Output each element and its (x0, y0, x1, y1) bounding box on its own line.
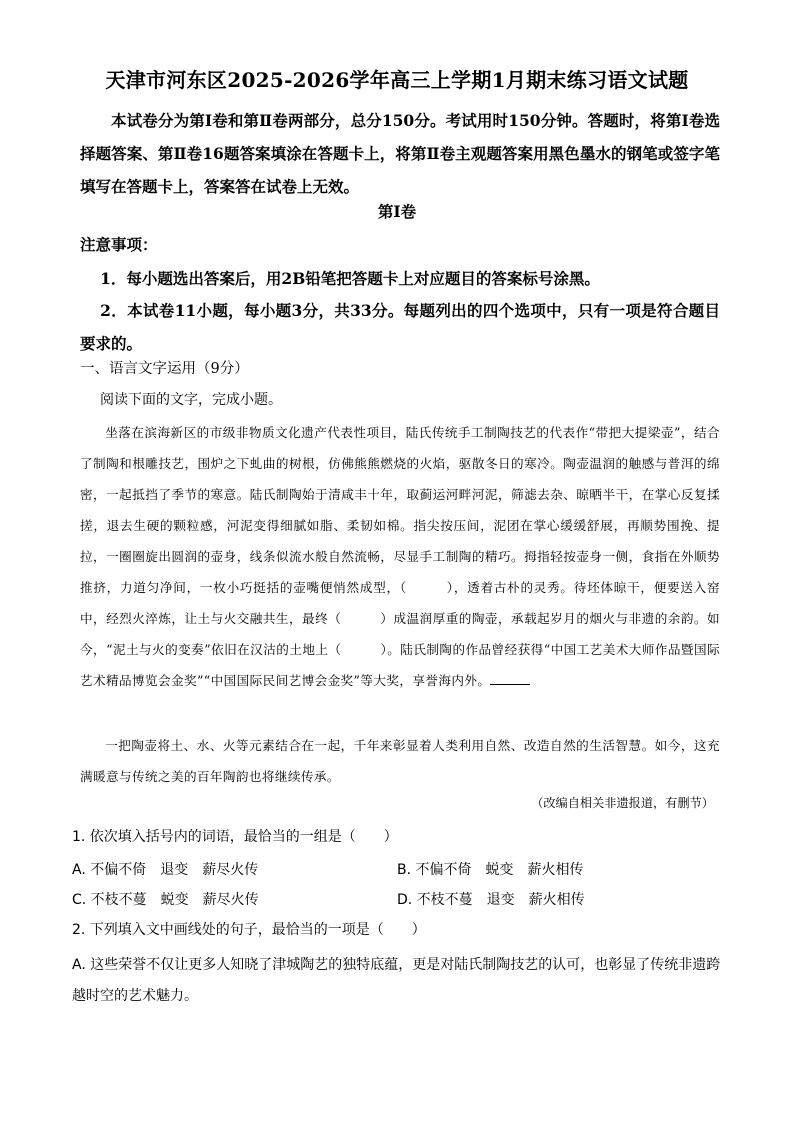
underlined-blank (490, 672, 530, 685)
question-1-option-c: C. 不枝不蔓 蜕变 薪尽火传 (72, 892, 259, 908)
passage-text-c: （ ）成温润厚重的陶壶，承载起岁月的烟火与非遗的余韵。如今，“泥土与火的变奏”依旧在汉沽的土地上（ ）。陆氏制陶的作品曾经获得“中国工艺美术大师作品暨国际艺术精品博览会金奖”“中国国际民间艺博会金奖”等大奖，享誉海内外。 (80, 611, 720, 688)
passage-text-a: 坐落在滨海新区的市级非物质文化遗产代表性项目，陆氏传统手工制陶技艺的代表作“带把大提梁壶”，结合了制陶和根雕技艺，围炉之下虬曲的树根，仿佛熊熊燃烧的火焰，驱散冬日的寒冷。陶壶温润的触感与普洱的绵密，一起抵挡了季节的寒意。陆氏制陶始于清咸丰十年，取蓟运河畔河泥，筛滤去杂、晾晒半干，在掌心反复揉搓，退去生硬的颗粒感，河泥变得细腻如脂、柔韧如棉。指尖按压间，泥团在掌心缓缓舒展，再顺势围挽、提拉，一圈圈旋出圆润的壶身，线条似流水般自然流畅，尽显手工制陶的精巧。拇指轻按壶身一侧，食指在外顺势推挤，力道匀净间，一枚小巧挺括的壶嘴便悄然成型， (80, 425, 720, 595)
question-1-option-d: D. 不枝不蔓 退变 薪火相传 (397, 892, 585, 908)
section-mark: 第Ⅰ卷 (377, 202, 417, 221)
passage-text-b: （ ），透着古朴的灵秀。待坯体晾干，便要送入窑中，经烈火淬炼，让土与火交融共生，最终 (80, 580, 720, 626)
passage-paragraph-1 (80, 417, 720, 696)
question-1-stem: 1. 依次填入括号内的词语，最恰当的一组是（ ） (72, 829, 398, 845)
part-heading: 一、语言文字运用（9分） (80, 361, 249, 377)
exam-intro: 本试卷分为第Ⅰ卷和第Ⅱ卷两部分，总分150分。考试用时150分钟。答题时，将第Ⅰ卷选择题答案、第Ⅱ卷16题答案填涂在答题卡上，将第Ⅱ卷主观题答案用黑色墨水的钢笔或签字笔填写在答题卡上，答案答在试卷上无效。 (80, 111, 720, 196)
question-1-option-b: B. 不偏不倚 蜕变 薪火相传 (397, 862, 584, 878)
exam-title: 天津市河东区2025-2026学年高三上学期1月期末练习语文试题 (105, 68, 689, 92)
notice-label: 注意事项： (80, 235, 158, 254)
passage-paragraph-2: 一把陶壶将土、水、火等元素结合在一起，千年来彰显着人类利用自然、改造自然的生活智慧。如今，这充满暖意与传统之美的百年陶韵也将继续传承。 (80, 738, 720, 784)
notice-item-2: 2．本试卷11小题，每小题3分，共33分。每题列出的四个选项中，只有一项是符合题目要求的。 (80, 301, 720, 353)
question-2-option-a: A. 这些荣誉不仅让更多人知晓了津城陶艺的独特底蕴，更是对陆氏制陶技艺的认可，也彰显了传统非遗跨越时空的艺术魅力。 (72, 957, 721, 1004)
question-1-option-a: A. 不偏不倚 退变 薪尽火传 (72, 862, 259, 878)
reading-instruction: 阅读下面的文字，完成小题。 (100, 392, 282, 408)
question-2-stem: 2. 下列填入文中画线处的句子，最恰当的一项是（ ） (72, 922, 426, 938)
notice-item-1: 1．每小题选出答案后，用2B铅笔把答题卡上对应题目的答案标号涂黑。 (100, 269, 600, 288)
passage-source: （改编自相关非遗报道，有删节） (531, 796, 714, 810)
